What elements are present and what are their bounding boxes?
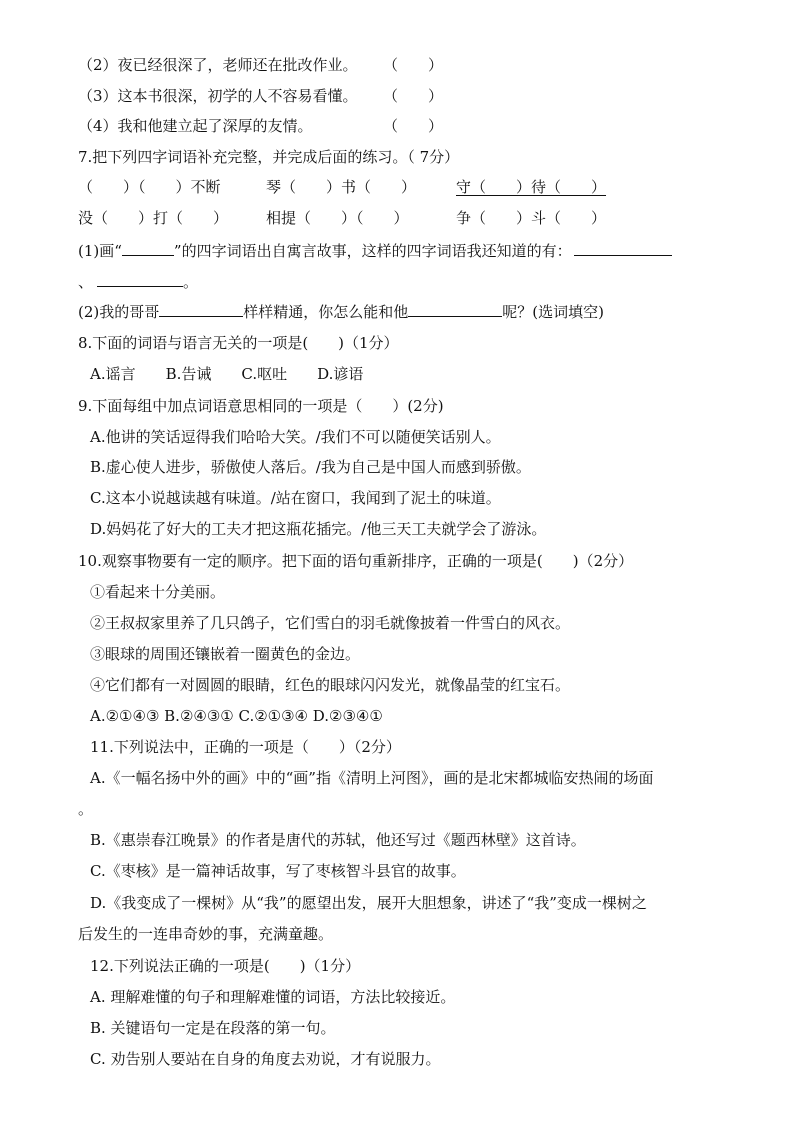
option-b: B.《惠崇春江晚景》的作者是唐代的苏轼，他还写过《题西林壁》这首诗。	[90, 831, 586, 849]
idiom-blank[interactable]: 争（ ）斗（ ）	[456, 209, 607, 227]
q7-2-suffix: 呢？(选词填空)	[502, 303, 604, 321]
question-8: 8.下面的词语与语言无关的一项是( )（1分）	[78, 334, 399, 352]
sentence-item: ②王叔叔家里养了几只鸽子，它们雪白的羽毛就像披着一件雪白的风衣。	[90, 614, 571, 632]
separator: 、	[78, 273, 94, 291]
question-7-1-cont	[78, 272, 198, 292]
fill-blank[interactable]	[574, 241, 672, 256]
question-12: 12.下列说法正确的一项是( )（1分）	[90, 957, 361, 975]
sentence-2	[78, 55, 358, 75]
option-d: D.《我变成了一棵树》从“我”的愿望出发，展开大胆想象，讲述了“我”变成一棵树之	[90, 894, 647, 912]
fill-blank[interactable]	[159, 302, 243, 317]
option-a-cont: 。	[78, 800, 94, 818]
sentence-item: ③眼球的周围还镶嵌着一圈黄色的金边。	[90, 645, 361, 663]
question-11: 11.下列说法中，正确的一项是（ ）（2分）	[90, 738, 401, 756]
option-a: A.《一幅名扬中外的画》中的“画”指《清明上河图》，画的是北宋都城临安热闹的场面	[90, 769, 654, 787]
idiom-blank[interactable]: （ ）（ ）不断	[78, 178, 221, 196]
sentence-item: ①看起来十分美丽。	[90, 583, 226, 601]
option-b: B.虚心使人进步，骄傲使人落后。/我为自己是中国人而感到骄傲。	[90, 458, 531, 476]
answer-paren[interactable]: （ ）	[383, 56, 444, 74]
q7-2-text: 样样精通，你怎么能和他	[243, 303, 409, 321]
q7-1-prefix: (1)画“	[78, 242, 122, 260]
fill-blank[interactable]	[122, 241, 174, 256]
question-8-options: A.谣言 B.告诫 C.呕吐 D.谚语	[90, 365, 364, 383]
question-9: 9.下面每组中加点词语意思相同的一项是（ ）(2分)	[78, 397, 444, 415]
option-c: C.这本小说越读越有味道。/站在窗口，我闻到了泥土的味道。	[90, 489, 501, 507]
idiom-blank[interactable]: 没（ ）打（ ）	[78, 209, 229, 227]
fill-blank[interactable]	[97, 272, 183, 287]
option-d: D.妈妈花了好大的工夫才把这瓶花插完。/他三天工夫就学会了游泳。	[90, 520, 547, 538]
question-10-options: A.②①④③ B.②④③① C.②①③④ D.②③④①	[90, 707, 383, 725]
option-c: C.《枣核》是一篇神话故事，写了枣核智斗县官的故事。	[90, 862, 466, 880]
idiom-blank[interactable]: 琴（ ）书（ ）	[266, 178, 417, 196]
sentence-4: （4）我和他建立起了深厚的友情。	[78, 117, 313, 135]
option-a: A.他讲的笑话逗得我们哈哈大笑。/我们不可以随便笑话别人。	[90, 428, 501, 446]
answer-paren[interactable]: （ ）	[383, 117, 444, 135]
option-c: C. 劝告别人要站在自身的角度去劝说，才有说服力。	[90, 1050, 441, 1068]
question-7-1	[78, 241, 672, 261]
idiom-blank-underlined[interactable]: 守（ ）待（ ）	[456, 178, 607, 196]
idiom-blank[interactable]: 相提（ ）（ ）	[266, 209, 409, 227]
q7-2-prefix: (2)我的哥哥	[78, 303, 160, 321]
period: 。	[183, 273, 199, 291]
option-b: B. 关键语句一定是在段落的第一句。	[90, 1019, 336, 1037]
question-7-2	[78, 302, 604, 322]
sentence-item: ④它们都有一对圆圆的眼睛，红色的眼球闪闪发光，就像晶莹的红宝石。	[90, 676, 571, 694]
option-d-cont: 后发生的一连串奇妙的事，充满童趣。	[78, 925, 334, 943]
question-7: 7.把下列四字词语补充完整，并完成后面的练习。（ 7分）	[78, 148, 460, 166]
sentence-3: （3）这本书很深，初学的人不容易看懂。	[78, 87, 358, 105]
sentence-text: （2）夜已经很深了，老师还在批改作业。	[78, 56, 358, 74]
option-a: A. 理解难懂的句子和理解难懂的词语，方法比较接近。	[90, 988, 456, 1006]
question-10: 10.观察事物要有一定的顺序。把下面的语句重新排序，正确的一项是( )（2分）	[78, 552, 634, 570]
fill-blank[interactable]	[408, 302, 502, 317]
q7-1-text: ”的四字词语出自寓言故事，这样的四字词语我还知道的有：	[173, 242, 572, 260]
answer-paren[interactable]: （ ）	[383, 87, 444, 105]
